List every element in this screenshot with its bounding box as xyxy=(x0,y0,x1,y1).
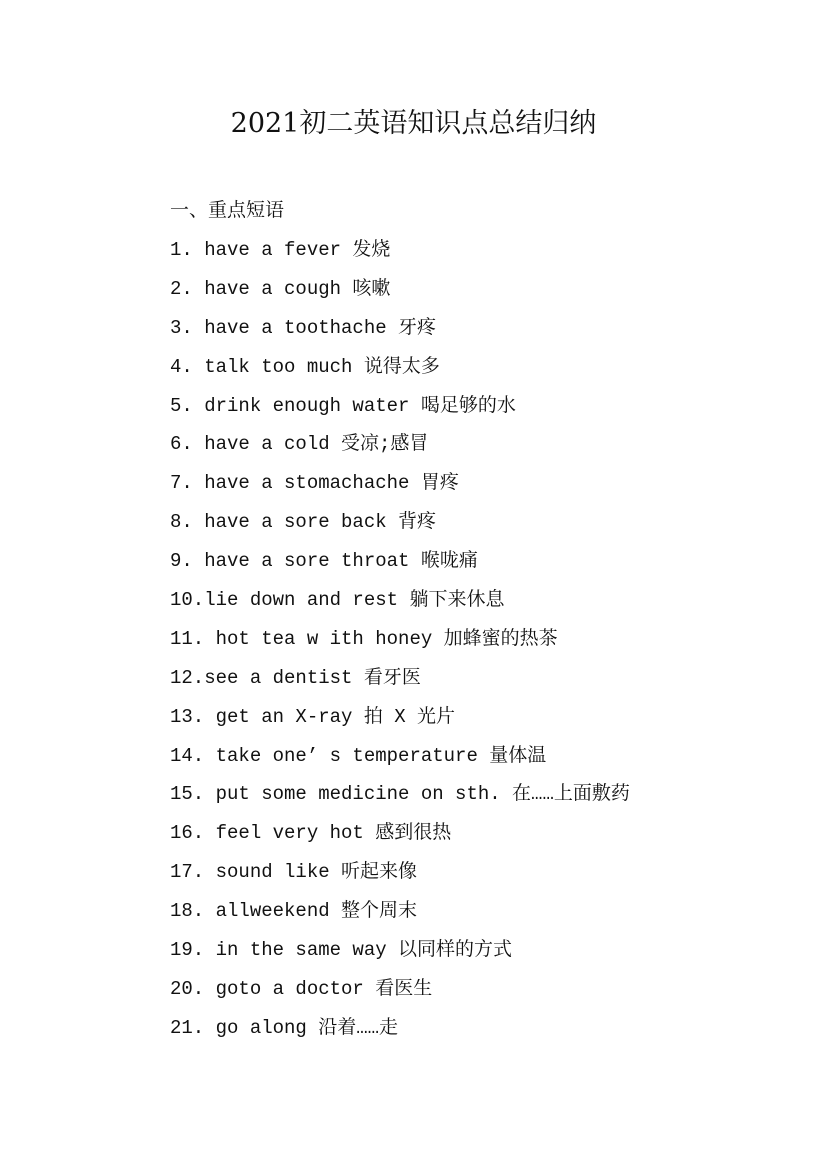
phrase-item: 2. have a cough 咳嗽 xyxy=(170,277,391,300)
phrase-item: 13. get an X-ray 拍 X 光片 xyxy=(170,705,456,728)
phrase-item: 4. talk too much 说得太多 xyxy=(170,355,440,378)
phrase-item: 21. go along 沿着……走 xyxy=(170,1016,399,1039)
phrase-item: 11. hot tea w ith honey 加蜂蜜的热茶 xyxy=(170,627,558,650)
phrase-item: 10.lie down and rest 躺下来休息 xyxy=(170,589,505,612)
phrase-item: 1. have a fever 发烧 xyxy=(170,239,391,261)
phrase-item: 19. in the same way 以同样的方式 xyxy=(170,939,513,962)
phrase-list xyxy=(170,235,810,1052)
phrase-item: 14. take one’ s temperature 量体温 xyxy=(170,744,547,767)
phrase-item: 5. drink enough water 喝足够的水 xyxy=(170,394,516,417)
phrase-item: 8. have a sore back 背疼 xyxy=(170,511,437,534)
phrase-item: 9. have a sore throat 喉咙痛 xyxy=(170,550,478,573)
phrase-item: 16. feel very hot 感到很热 xyxy=(170,822,452,845)
phrase-item: 15. put some medicine on sth. 在……上面敷药 xyxy=(170,783,630,806)
document-title: 2021初二英语知识点总结归纳 xyxy=(230,108,597,139)
phrase-item: 12.see a dentist 看牙医 xyxy=(170,666,421,689)
phrase-item: 17. sound like 听起来像 xyxy=(170,861,418,884)
phrase-item: 3. have a toothache 牙疼 xyxy=(170,316,437,339)
phrase-item: 6. have a cold 受凉;感冒 xyxy=(170,433,429,456)
phrase-item: 7. have a stomachache 胃疼 xyxy=(170,472,459,495)
section-heading: 一、重点短语 xyxy=(170,199,285,221)
phrase-item: 18. allweekend 整个周末 xyxy=(170,900,418,923)
phrase-item: 20. goto a doctor 看医生 xyxy=(170,977,433,1000)
